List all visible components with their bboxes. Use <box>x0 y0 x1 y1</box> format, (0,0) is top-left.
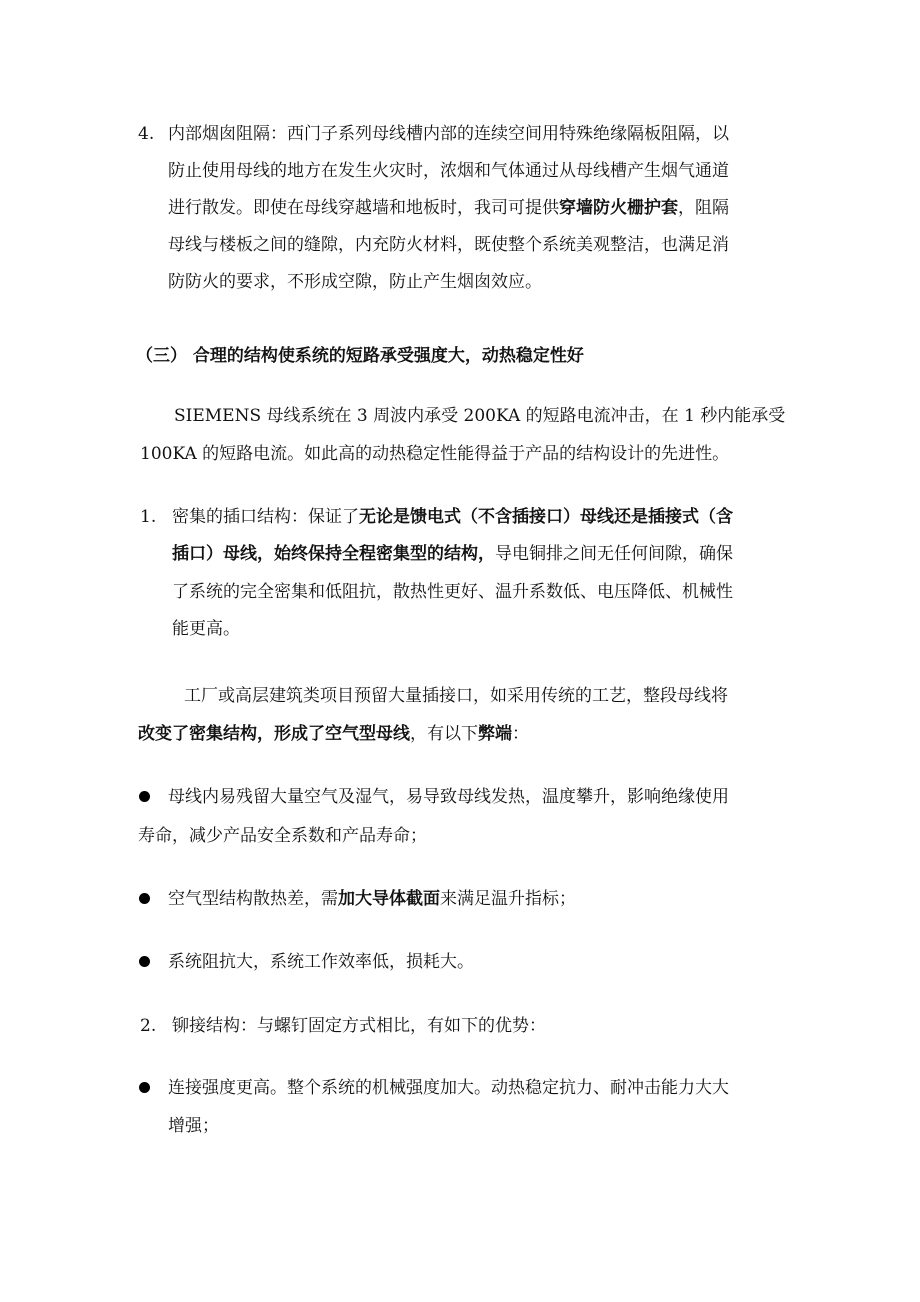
bullet-dot-icon <box>139 791 150 802</box>
plant-line-2-bold: 改变了密集结构，形成了空气型母线 <box>138 724 410 744</box>
item-4-line-3-text: 进行散发。即使在母线穿越墙和地板时，我司可提供 <box>168 198 559 218</box>
bullet-dot-icon <box>139 1082 150 1093</box>
bullet-2-bold: 加大导体截面 <box>338 889 440 909</box>
item-4-line-3-bold: 穿墙防火栅护套 <box>559 198 678 218</box>
bullet-3-line-1: 系统阻抗大，系统工作效率低，损耗大。 <box>168 952 474 972</box>
intro-line-1: SIEMENS 母线系统在 3 周波内承受 200KA 的短路电流冲击，在 1 秒内能承受 <box>174 406 786 426</box>
item-1-line-1 <box>172 505 733 529</box>
bullet-4-line-1: 连接强度更高。整个系统的机械强度加大。动热稳定抗力、耐冲击能力大大 <box>168 1078 729 1098</box>
item-1-line-3: 了系统的完全密集和低阻抗，散热性更好、温升系数低、电压降低、机械性 <box>172 582 733 602</box>
bullet-2-line-1 <box>168 887 576 911</box>
plant-line-2-bold-2: 弊端 <box>478 724 512 744</box>
bullet-2-text: 空气型结构散热差，需 <box>168 889 338 909</box>
bullet-dot-icon <box>139 956 150 967</box>
plant-line-2-end: ： <box>512 724 529 744</box>
bullet-dot-icon <box>139 893 150 904</box>
bullet-1-line-1: 母线内易残留大量空气及湿气，易导致母线发热，温度攀升，影响绝缘使用 <box>168 787 729 807</box>
plant-line-2 <box>138 722 529 746</box>
item-4-line-3 <box>168 196 729 220</box>
item-1-line-2-text: 导电铜排之间无任何间隙，确保 <box>495 544 733 564</box>
plant-line-1: 工厂或高层建筑类项目预留大量插接口，如采用传统的工艺，整段母线将 <box>184 686 728 706</box>
item-2-line-1: 铆接结构：与螺钉固定方式相比，有如下的优势： <box>172 1016 546 1036</box>
item-1-line-1-bold: 无论是馈电式（不含插接口）母线还是插接式（含 <box>359 507 733 527</box>
plant-line-2-text: ，有以下 <box>410 724 478 744</box>
bullet-4-line-2: 增强； <box>168 1116 219 1136</box>
item-4-line-2: 防止使用母线的地方在发生火灾时，浓烟和气体通过从母线槽产生烟气通道 <box>168 161 729 181</box>
item-4-line-1: 内部烟囱阻隔：西门子系列母线槽内部的连续空间用特殊绝缘隔板阻隔，以 <box>168 124 729 144</box>
bullet-2-end: 来满足温升指标； <box>440 889 576 909</box>
item-1-line-2 <box>172 542 733 566</box>
intro-line-2: 100KA 的短路电流。如此高的动热稳定性能得益于产品的结构设计的先进性。 <box>140 444 730 464</box>
item-2-number: 2. <box>140 1016 157 1036</box>
item-4-line-5: 防防火的要求，不形成空隙，防止产生烟囱效应。 <box>168 272 542 292</box>
section-3-heading: （三） 合理的结构使系统的短路承受强度大，动热稳定性好 <box>136 346 584 366</box>
bullet-1-line-2: 寿命，减少产品安全系数和产品寿命； <box>138 826 427 846</box>
item-4-number: 4. <box>138 124 155 144</box>
item-1-number: 1. <box>140 507 157 527</box>
item-1-line-1-text: 密集的插口结构：保证了 <box>172 507 359 527</box>
item-4-line-4: 母线与楼板之间的缝隙，内充防火材料，既使整个系统美观整洁，也满足消 <box>168 235 729 255</box>
item-1-line-4: 能更高。 <box>172 619 240 639</box>
item-4-line-3-end: ，阻隔 <box>678 198 729 218</box>
item-1-line-2-bold: 插口）母线，始终保持全程密集型的结构， <box>172 544 495 564</box>
